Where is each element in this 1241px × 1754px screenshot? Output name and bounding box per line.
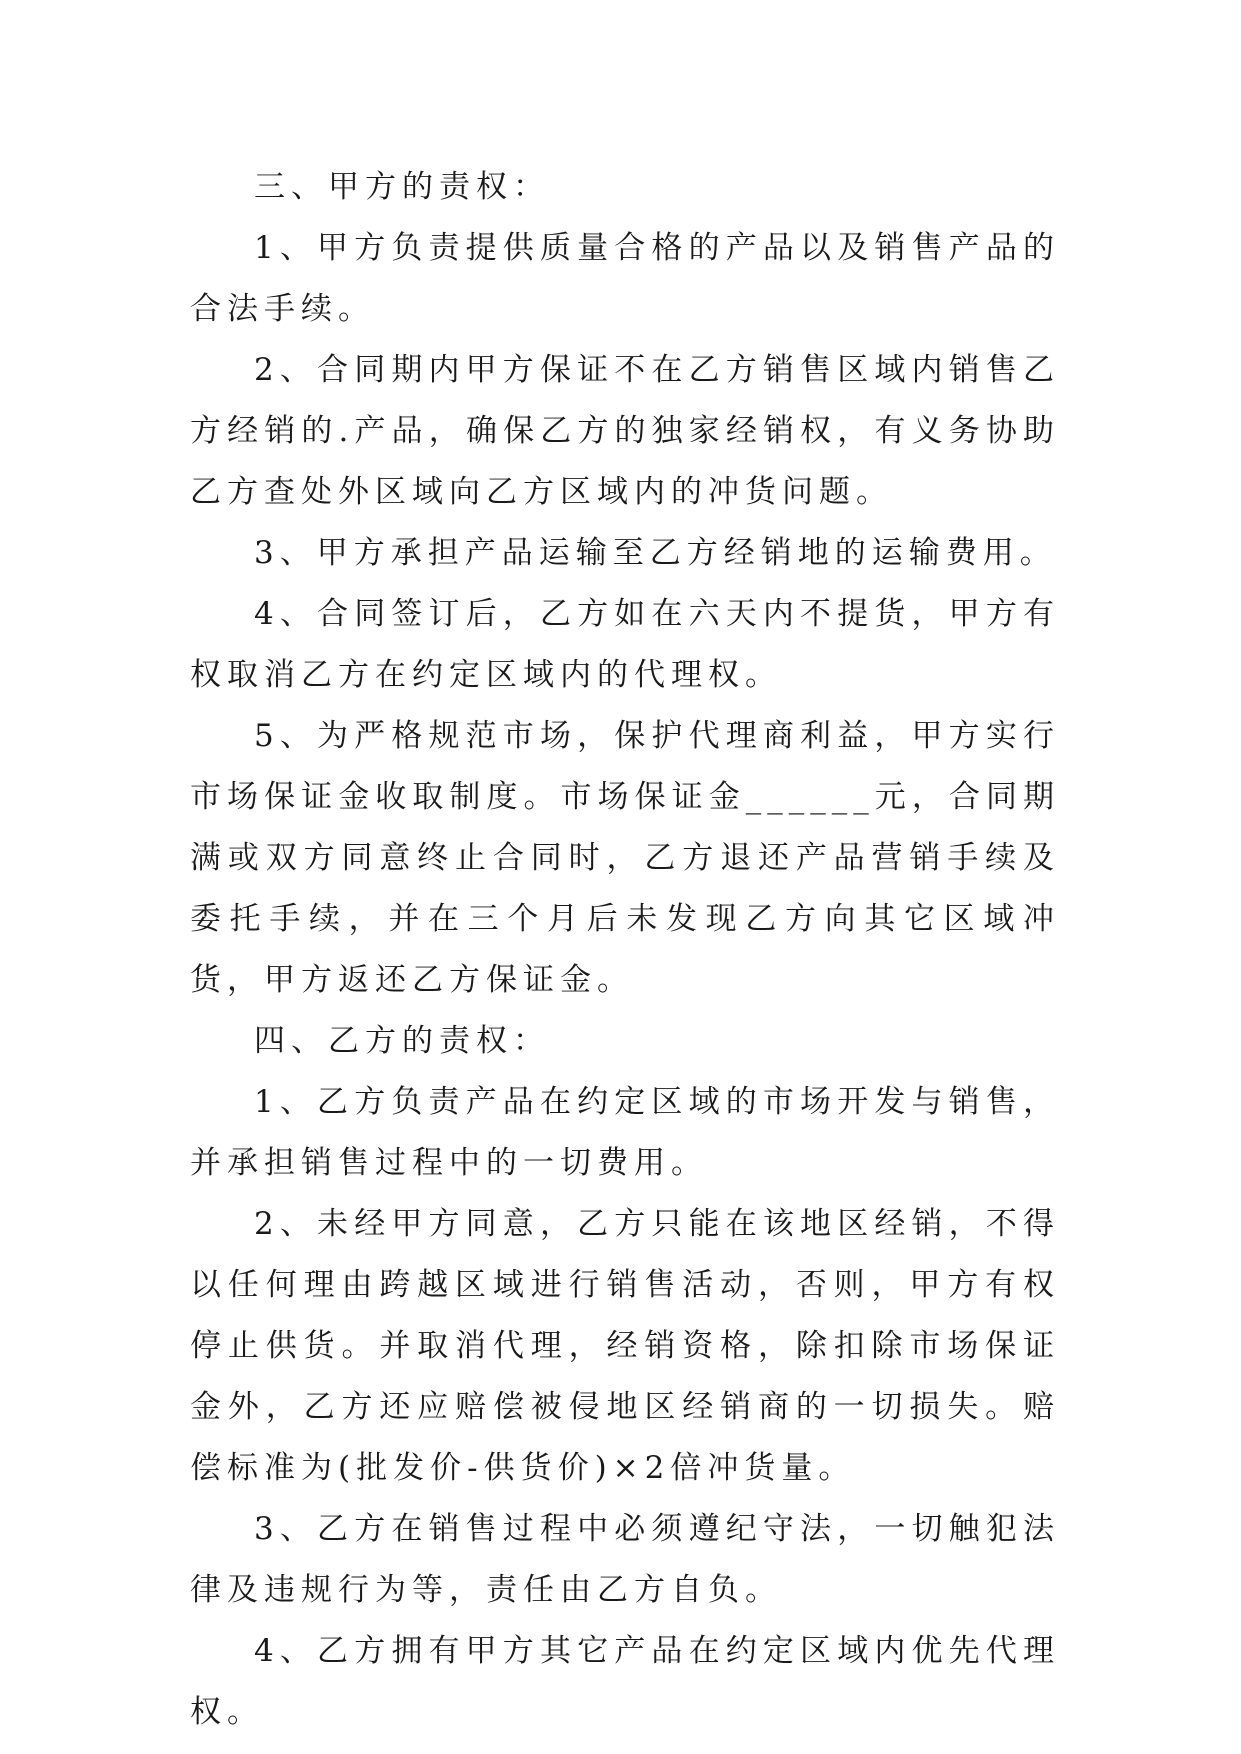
- document-body: [190, 157, 1060, 1743]
- clause-b-1: 1、乙方负责产品在约定区域的市场开发与销售，并承担销售过程中的一切费用。: [190, 1084, 1060, 1181]
- clause-b-2: 2、未经甲方同意，乙方只能在该地区经销，不得以任何理由跨越区域进行销售活动，否则，甲方有权停止供货。并取消代理，经销资格，除扣除市场保证金外，乙方还应赔偿被侵地区经销商的一切损失。赔偿标准为(批发价-供货价)×2倍冲货量。: [190, 1206, 1060, 1486]
- section-heading-party-a-duties: 三、甲方的责权：: [254, 169, 550, 205]
- clause-a-5: 5、为严格规范市场，保护代理商利益，甲方实行市场保证金收取制度。市场保证金______元，合同期满或双方同意终止合同时，乙方退还产品营销手续及委托手续，并在三个月后未发现乙方向其它区域冲货，甲方返还乙方保证金。: [190, 718, 1060, 998]
- clause-b-4: 4、乙方拥有甲方其它产品在约定区域内优先代理权。: [190, 1633, 1060, 1730]
- clause-a-3: 3、甲方承担产品运输至乙方经销地的运输费用。: [254, 535, 1057, 571]
- clause-a-1: 1、甲方负责提供质量合格的产品以及销售产品的合法手续。: [190, 230, 1060, 327]
- clause-a-4: 4、合同签订后，乙方如在六天内不提货，甲方有权取消乙方在约定区域内的代理权。: [190, 596, 1060, 693]
- clause-a-2: 2、合同期内甲方保证不在乙方销售区域内销售乙方经销的.产品，确保乙方的独家经销权，有义务协助乙方查处外区域向乙方区域内的冲货问题。: [190, 352, 1060, 510]
- section-heading-party-b-duties: 四、乙方的责权：: [254, 1023, 550, 1059]
- clause-b-3: 3、乙方在销售过程中必须遵纪守法，一切触犯法律及违规行为等，责任由乙方自负。: [190, 1511, 1060, 1608]
